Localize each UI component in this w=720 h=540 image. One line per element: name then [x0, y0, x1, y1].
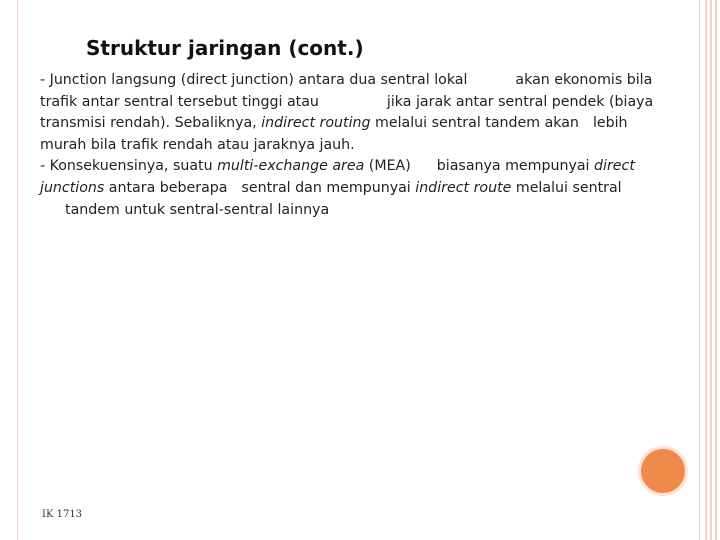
text-run: - Konsekuensinya, suatu [40, 158, 218, 175]
body-line-4 [40, 135, 682, 157]
text-run: akan ekonomis bila [515, 72, 653, 88]
body-line-3 [40, 113, 682, 135]
text-run: biasanya mempunyai [436, 158, 595, 175]
body-line-6 [40, 178, 682, 200]
decorative-rail [710, 0, 712, 540]
body-line-2 [40, 92, 682, 114]
text-run: lebih [592, 115, 628, 132]
text-run: jika jarak antar sentral pendek (biaya [386, 93, 654, 110]
decorative-orange-circle [641, 449, 685, 493]
text-run: trafik antar sentral tersebut tinggi atau [40, 93, 319, 110]
italic-term: multi-exchange area [217, 158, 365, 175]
text-run: - Junction langsung (direct junction) antara dua sentral lokal [40, 72, 468, 88]
text-run: sentral dan mempunyai [241, 179, 416, 196]
italic-term: junctions [40, 179, 105, 196]
footer-label: IK 1713 [42, 509, 83, 520]
italic-term: indirect route [415, 179, 512, 196]
slide-title: Struktur jaringan (cont.) [86, 36, 364, 60]
text-run: tandem untuk sentral-sentral lainnya [65, 201, 330, 218]
text-run: (MEA) [364, 158, 411, 175]
text-run: melalui sentral [511, 179, 622, 196]
body-line-1 [40, 70, 682, 92]
text-run: melalui sentral tandem akan [370, 115, 579, 132]
text-run: transmisi rendah). Sebaliknya, [40, 115, 262, 132]
slide-body [40, 70, 682, 221]
italic-term: indirect routing [261, 115, 371, 132]
text-run: antara beberapa [104, 179, 228, 196]
text-run: murah bila trafik rendah atau jaraknya jauh. [40, 136, 355, 153]
italic-term: direct [594, 158, 635, 175]
body-line-5 [40, 156, 682, 178]
decorative-rail [705, 0, 707, 540]
body-line-7 [40, 200, 682, 222]
decorative-rail [715, 0, 717, 540]
